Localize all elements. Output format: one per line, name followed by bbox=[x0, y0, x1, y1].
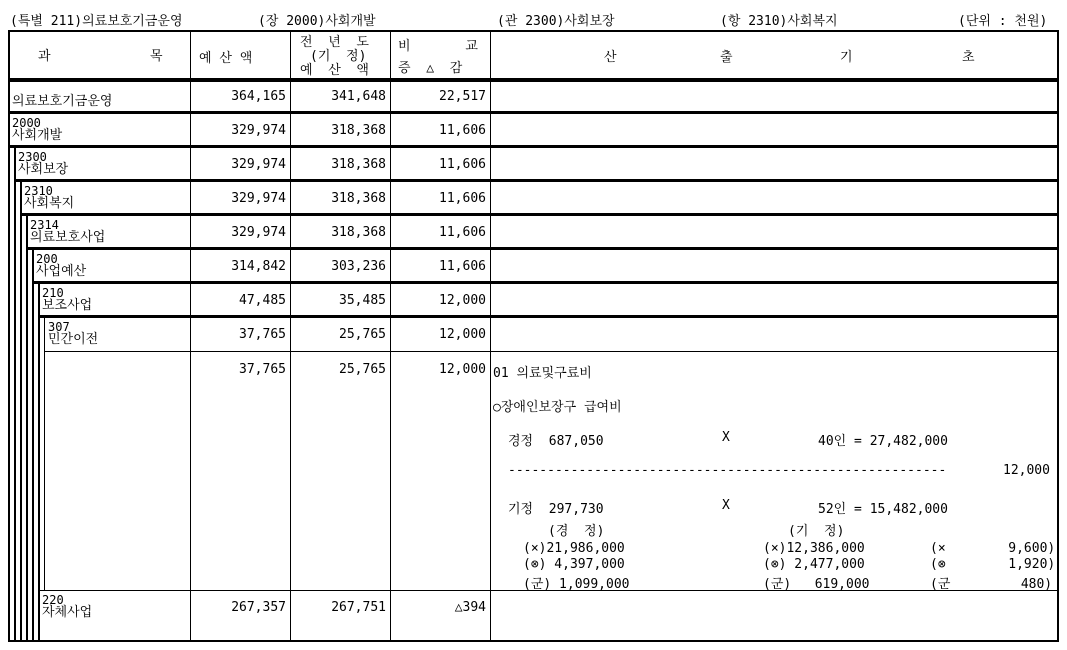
basis-dash-amount: 12,000 bbox=[1003, 463, 1050, 478]
basis-line1-c: 40인 = 27,482,000 bbox=[818, 434, 948, 449]
col-prev-1: 전 년 도 bbox=[300, 35, 369, 50]
row-diff: 11,606 bbox=[439, 157, 486, 172]
gyeongjeong-2: (⊗) 4,397,000 bbox=[523, 557, 625, 572]
diff-1: (× 9,600) bbox=[930, 541, 1056, 556]
row-code: 200 bbox=[36, 252, 58, 266]
row-budget: 329,974 bbox=[231, 191, 286, 206]
row-budget: 329,974 bbox=[231, 225, 286, 240]
basis-line2-b: X bbox=[722, 498, 730, 513]
row-diff: 22,517 bbox=[439, 89, 486, 104]
row-diff: 11,606 bbox=[439, 123, 486, 138]
row-name: 사회보장 bbox=[18, 162, 69, 177]
row-diff: 11,606 bbox=[439, 191, 486, 206]
row-name: 사회복지 bbox=[24, 196, 75, 211]
gijeong-3: (군) 619,000 bbox=[763, 577, 870, 592]
row-name: 보조사업 bbox=[42, 298, 93, 313]
row-code: 2314 bbox=[30, 218, 59, 232]
row-code: 2310 bbox=[24, 184, 53, 198]
row-diff: 12,000 bbox=[439, 362, 486, 377]
basis-item: 01 의료및구료비 bbox=[493, 366, 592, 381]
col-subject-2: 목 bbox=[150, 49, 163, 64]
basis-dash-line: -------------------------------------------------------- bbox=[508, 463, 947, 478]
col-basis-4: 초 bbox=[962, 50, 975, 65]
col-basis-1: 산 bbox=[604, 50, 617, 65]
col-basis-2: 출 bbox=[720, 50, 733, 65]
col-prev-2: (기 정) bbox=[310, 49, 367, 64]
row-name: 사업예산 bbox=[36, 264, 87, 279]
row-prev: 35,485 bbox=[339, 293, 386, 308]
row-name: 의료보호사업 bbox=[30, 230, 106, 245]
hang-label: (항 2310)사회복지 bbox=[720, 14, 838, 29]
col-prev-3: 예 산 액 bbox=[300, 63, 369, 78]
gyeongjeong-1: (×)21,986,000 bbox=[523, 541, 625, 556]
diff-2: (⊗ 1,920) bbox=[930, 557, 1056, 572]
row-budget: 37,765 bbox=[239, 327, 286, 342]
row-prev: 318,368 bbox=[331, 123, 386, 138]
gijeong-1: (×)12,386,000 bbox=[763, 541, 865, 556]
gijeong-2: (⊗) 2,477,000 bbox=[763, 557, 865, 572]
row-code: 307 bbox=[48, 320, 70, 334]
basis-line1-a: 경정 687,050 bbox=[508, 434, 604, 449]
jang-label: (장 2000)사회개발 bbox=[258, 14, 376, 29]
row-name: 의료보호기금운영 bbox=[12, 94, 113, 109]
row-diff: 12,000 bbox=[439, 293, 486, 308]
basis-line2-a: 기정 297,730 bbox=[508, 502, 604, 517]
row-budget: 37,765 bbox=[239, 362, 286, 377]
row-prev: 25,765 bbox=[339, 327, 386, 342]
col-compare-2: 증 △ 감 bbox=[398, 61, 463, 76]
row-budget: 329,974 bbox=[231, 123, 286, 138]
basis-line2-c: 52인 = 15,482,000 bbox=[818, 502, 948, 517]
row-diff: 11,606 bbox=[439, 259, 486, 274]
row-budget: 267,357 bbox=[231, 600, 286, 615]
row-diff: 11,606 bbox=[439, 225, 486, 240]
row-budget: 314,842 bbox=[231, 259, 286, 274]
row-prev: 267,751 bbox=[331, 600, 386, 615]
row-prev: 303,236 bbox=[331, 259, 386, 274]
special-account-label: (특별 211)의료보호기금운영 bbox=[10, 14, 183, 29]
row-prev: 25,765 bbox=[339, 362, 386, 377]
gijeong-header: (기 정) bbox=[788, 524, 845, 539]
col-budget: 예 산 액 bbox=[199, 51, 253, 66]
unit-label: (단위 : 천원) bbox=[958, 14, 1048, 29]
row-diff: 12,000 bbox=[439, 327, 486, 342]
diff-3: (군 480) bbox=[930, 577, 1053, 592]
row-code: 2000 bbox=[12, 116, 41, 130]
gwan-label: (관 2300)사회보장 bbox=[497, 14, 615, 29]
gyeongjeong-3: (군) 1,099,000 bbox=[523, 577, 630, 592]
row-budget: 47,485 bbox=[239, 293, 286, 308]
row-name: 사회개발 bbox=[12, 128, 63, 143]
gyeongjeong-header: (경 정) bbox=[548, 524, 605, 539]
row-prev: 318,368 bbox=[331, 157, 386, 172]
basis-line1-b: X bbox=[722, 430, 730, 445]
row-code: 2300 bbox=[18, 150, 47, 164]
col-subject-1: 과 bbox=[38, 49, 51, 64]
basis-sub: ○장애인보장구 급여비 bbox=[493, 400, 622, 415]
row-diff: △394 bbox=[454, 600, 486, 615]
row-budget: 329,974 bbox=[231, 157, 286, 172]
row-prev: 318,368 bbox=[331, 225, 386, 240]
row-name: 민간이전 bbox=[48, 332, 99, 347]
row-budget: 364,165 bbox=[231, 89, 286, 104]
row-code: 220 bbox=[42, 593, 64, 607]
col-basis-3: 기 bbox=[840, 50, 853, 65]
row-code: 210 bbox=[42, 286, 64, 300]
row-name: 자체사업 bbox=[42, 605, 93, 620]
row-prev: 341,648 bbox=[331, 89, 386, 104]
col-compare-1: 비 교 bbox=[398, 39, 478, 54]
row-prev: 318,368 bbox=[331, 191, 386, 206]
